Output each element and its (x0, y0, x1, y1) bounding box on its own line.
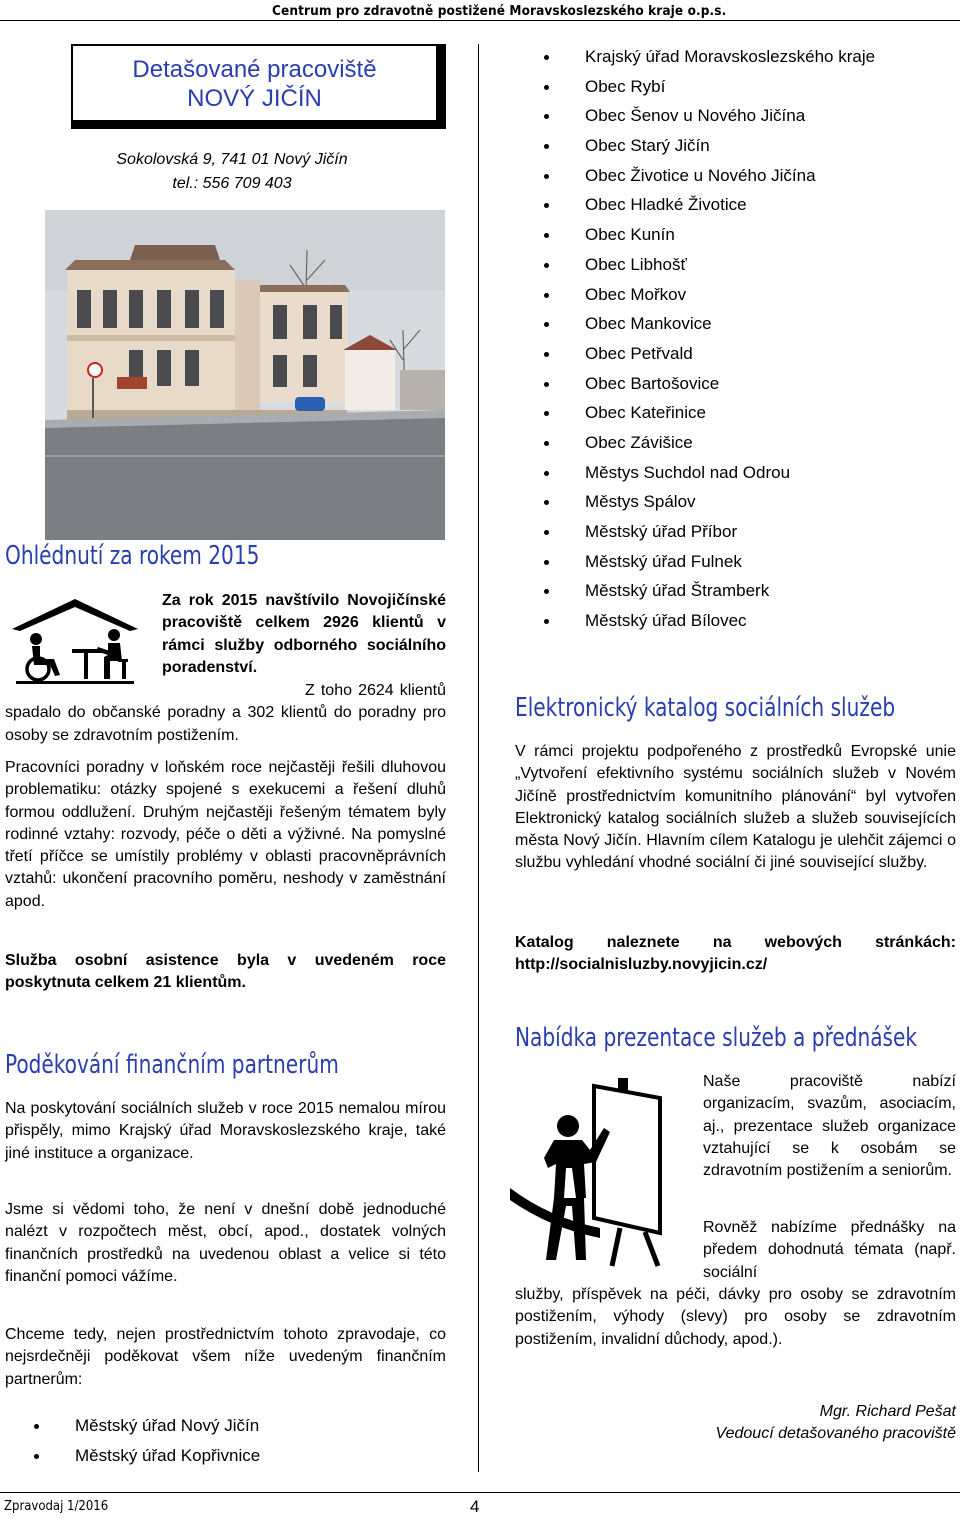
presenter-icon (510, 1068, 690, 1268)
list-item: Městský úřad Štramberk (530, 576, 875, 606)
list-item: Městys Suchdol nad Odrou (530, 458, 875, 488)
list-item: Městys Spálov (530, 487, 875, 517)
signature-name: Mgr. Richard Pešat (819, 1403, 956, 1420)
heading-presentations: Nabídka prezentace služeb a přednášek (515, 1023, 918, 1053)
address-street: Sokolovská 9, 741 01 Nový Jičín (116, 151, 348, 168)
list-item: Obec Mankovice (530, 309, 875, 339)
building-photo (45, 210, 445, 540)
list-item: Městský úřad Bílovec (530, 606, 875, 636)
address-phone: tel.: 556 709 403 (172, 175, 292, 192)
list-item: Obec Petřvald (530, 339, 875, 369)
partners-list-left (20, 1411, 260, 1470)
list-item: Obec Libhošť (530, 250, 875, 280)
list-item: Obec Životice u Nového Jičína (530, 161, 875, 191)
list-item: Obec Závišice (530, 428, 875, 458)
list-item: Obec Starý Jičín (530, 131, 875, 161)
list-item: Obec Rybí (530, 72, 875, 102)
presentations-paragraph-2-rest: služby, příspěvek na péči, dávky pro osoby se zdravotním postižením, výhody (slevy) pro osoby se zdravotním postižením, invalidní důchody, apod.). (515, 1286, 956, 1348)
review-paragraph-2: Pracovníci poradny v loňském roce nejčastěji řešili dluhovou problematiku: otázky spojené s exekucemi a řešení dluhů formou oddlužení. Druhým nejčastěji řešeným tématem byly rodinné vztahy: rozvody, péče o děti a výživné. Na pomyslné třetí příčce se umístily problémy v oblasti pracovněprávních vztahů: ukončení pracovního poměru, neshody v zaměstnání apod. (5, 759, 446, 910)
list-item: Obec Hladké Životice (530, 190, 875, 220)
footer-rule (0, 1492, 960, 1493)
list-item: Obec Bartošovice (530, 369, 875, 399)
list-item: Obec Šenov u Nového Jičína (530, 101, 875, 131)
thanks-paragraph-3: Chceme tedy, nejen prostřednictvím tohoto zpravodaje, co nejsrdečněji poděkovat všem níže uvedeným finančním partnerům: (5, 1326, 446, 1388)
counseling-house-icon (10, 595, 140, 687)
page-header-title: Centrum pro zdravotně postižené Moravskoslezského kraje o.p.s. (272, 3, 727, 19)
banner-line-1: Detašované pracoviště (132, 56, 377, 83)
title-banner (71, 44, 446, 129)
page-number: 4 (470, 1497, 480, 1516)
thanks-paragraph-2: Jsme si vědomi toho, že není v dnešní době jednoduché nalézt v rozpočtech měst, obcí, apod., dostatek volných finančních prostředků na uvedenou oblast a velice si této finanční pomoci vážíme. (5, 1201, 446, 1285)
catalog-paragraph-1: V rámci projektu podpořeného z prostředků Evropské unie „Vytvoření efektivního systému sociálních služeb v Novém Jičíně prostřednictvím komunitního plánování“ byl vytvořen Elektronický katalog sociálních služeb a služeb souvisejících města Nový Jičín. Hlavním cílem Katalogu je ulehčit zájemci o službu vyhledání vhodné sociální či jiné související služby. (515, 743, 956, 872)
list-item: Městský úřad Nový Jičín (20, 1411, 260, 1441)
review-lead-rest: Z toho 2624 klientů spadalo do občanské poradny a 302 klientů do poradny pro osoby se zdravotním postižením. (5, 682, 446, 744)
heading-review-2015: Ohlédnutí za rokem 2015 (5, 541, 260, 571)
presentations-paragraph-1: Naše pracoviště nabízí organizacím, svazům, asociacím, aj., prezentace služeb organizace vztahující se k osobám se zdravotním postižením a seniorům. (703, 1073, 956, 1180)
heading-e-catalog: Elektronický katalog sociálních služeb (515, 693, 896, 723)
signature-role: Vedoucí detašovaného pracoviště (715, 1425, 956, 1442)
list-item: Obec Kunín (530, 220, 875, 250)
catalog-paragraph-2: Katalog naleznete na webových stránkách: http://socialnisluzby.novyjicin.cz/ (515, 934, 956, 974)
review-lead-bold: Za rok 2015 navštívilo Novojičínské pracoviště celkem 2926 klientů v rámci služby odborného sociálního poradenství. (162, 592, 446, 676)
list-item: Obec Kateřinice (530, 398, 875, 428)
list-item: Krajský úřad Moravskoslezského kraje (530, 42, 875, 72)
list-item: Obec Mořkov (530, 280, 875, 310)
thanks-paragraph-1: Na poskytování sociálních služeb v roce 2015 nemalou mírou přispěly, mimo Krajský úřad Moravskoslezského kraje, také jiné instituce a organizace. (5, 1100, 446, 1162)
review-paragraph-3: Služba osobní asistence byla v uvedeném roce poskytnuta celkem 21 klientům. (5, 952, 446, 992)
partners-list-right (530, 42, 875, 636)
column-divider (478, 44, 479, 1472)
presentations-paragraph-2-wrap: Rovněž nabízíme přednášky na předem dohodnutá témata (např. sociální (703, 1219, 956, 1281)
list-item: Městský úřad Fulnek (530, 547, 875, 577)
list-item: Městský úřad Kopřivnice (20, 1441, 260, 1471)
heading-thanks-partners: Poděkování finančním partnerům (5, 1050, 339, 1080)
header-rule (0, 20, 960, 21)
footer-issue: Zpravodaj 1/2016 (4, 1499, 109, 1514)
banner-line-2: NOVÝ JIČÍN (187, 85, 322, 112)
list-item: Městský úřad Příbor (530, 517, 875, 547)
